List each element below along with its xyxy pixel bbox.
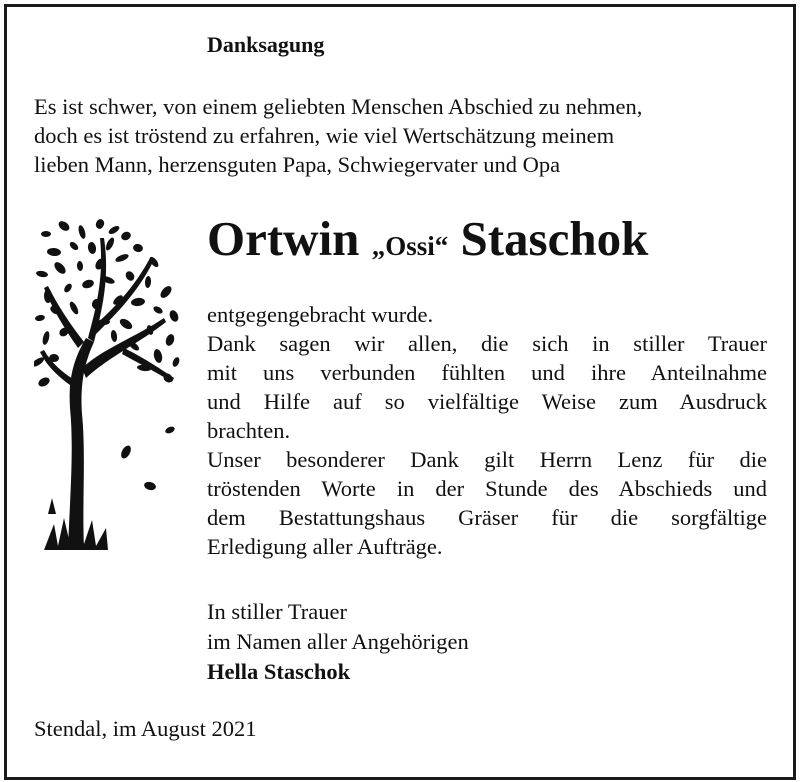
leaf [52,260,67,276]
notice-heading: Danksagung [207,32,325,57]
body-line: Dank sagen wir allen, die sich in stiller Trauer [207,331,767,356]
intro-text [34,92,774,179]
leaf [81,278,95,289]
leaf [41,231,51,237]
tree-icon [34,218,184,558]
leaf [36,270,49,278]
intro-line: doch es ist tröstend zu erfahren, wie viel Wertschätzung meinem [34,123,615,148]
leaf [87,241,97,254]
body-line: und Hilfe auf so vielfältige Weise zum Ausdruck [207,389,767,414]
leaf [143,481,156,491]
body-line: mit uns verbunden fühlten und ihre Anteilnahme [207,360,767,385]
leaf [145,276,152,288]
leaf [132,243,144,253]
leaf [131,297,146,307]
nickname: „Ossi“ [371,231,449,261]
intro-line: Es ist schwer, von einem geliebten Menschen Abschied zu nehmen, [34,94,643,119]
leaf [47,247,62,256]
deceased-name [207,209,648,276]
leaf [94,218,105,230]
leaf [124,270,136,283]
signature-line: im Namen aller Angehörigen [207,629,469,654]
leaf [164,425,176,435]
leaf [57,219,71,233]
leaf [120,230,133,242]
leaf [37,376,51,389]
leaf [68,240,79,251]
body-line: tröstenden Worte in der Stunde des Abschieds und [207,476,767,501]
body-text [207,300,767,561]
leaf [44,289,52,303]
leaf [63,282,74,294]
signature-line: In stiller Trauer [207,599,347,624]
leaf [158,284,173,300]
leaf [119,444,133,460]
first-name: Ortwin [207,211,360,266]
leaf [77,224,87,239]
leaf [118,317,134,332]
body-line: brachten. [207,418,291,443]
leaf [104,236,116,251]
leaf [164,333,175,347]
leaf [171,356,181,368]
body-line: dem Bestattungshaus Gräser für die sorgfältige [207,505,767,530]
last-name: Staschok [460,211,649,266]
place-date: Stendal, im August 2021 [34,716,257,741]
leaf [68,300,80,315]
leaf [168,309,180,323]
body-line: entgegengebracht wurde. [207,302,434,327]
leaf [153,348,164,363]
leaf [34,314,45,322]
leaf [41,330,50,345]
leaf [152,305,164,315]
signature-block [207,597,469,687]
signature-name: Hella Staschok [207,659,351,684]
body-line: Unser besonderer Dank gilt Herrn Lenz für die [207,447,767,472]
leaf [76,261,83,272]
leaf [110,330,118,343]
leaf [114,253,129,264]
body-line: Erledigung aller Aufträge. [207,534,443,559]
leaf [107,224,120,235]
intro-line: lieben Mann, herzensguten Papa, Schwiegervater und Opa [34,152,561,177]
